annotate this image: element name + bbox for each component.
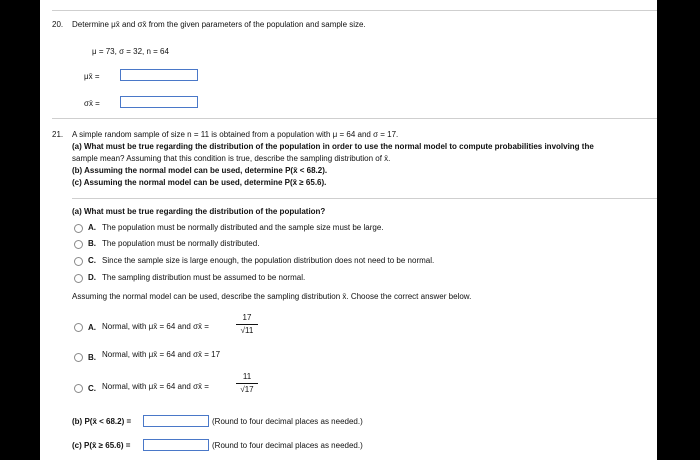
q21-part-c: (c) Assuming the normal model can be used, determine P(x̄ ≥ 65.6). bbox=[72, 178, 327, 187]
sub-a-question: (a) What must be true regarding the distribution of the population? bbox=[72, 207, 326, 216]
dist-option-a-fraction bbox=[236, 313, 258, 336]
q20-sigma-label: σx̄ = bbox=[84, 99, 100, 108]
q20-params: μ = 73, σ = 32, n = 64 bbox=[92, 47, 169, 56]
mid-divider bbox=[52, 118, 657, 119]
q20-mu-label: μx̄ = bbox=[84, 72, 100, 81]
option-a-radio[interactable] bbox=[74, 224, 83, 233]
q21-intro: A simple random sample of size n = 11 is obtained from a population with μ = 64 and σ = 17. bbox=[72, 130, 399, 139]
dist-option-a-letter: A. bbox=[88, 323, 96, 332]
dist-option-c-numerator: 11 bbox=[242, 372, 252, 381]
dist-option-a-denominator: √11 bbox=[240, 326, 254, 335]
q20-number: 20. bbox=[52, 20, 64, 29]
answer-b-input[interactable] bbox=[143, 415, 209, 427]
dist-option-c-text: Normal, with μx̄ = 64 and σx̄ = bbox=[102, 382, 209, 391]
dist-option-c-radio[interactable] bbox=[74, 384, 83, 393]
q21-part-a-line1: (a) What must be true regarding the distribution of the population in order to use the normal model to compute probabilities involving the bbox=[72, 142, 594, 151]
q20-prompt: Determine μx̄ and σx̄ from the given parameters of the population and sample size. bbox=[72, 20, 366, 29]
fraction-bar bbox=[236, 324, 258, 325]
option-d-letter: D. bbox=[88, 273, 96, 282]
q20-mu-input[interactable] bbox=[120, 69, 198, 81]
option-b-letter: B. bbox=[88, 239, 96, 248]
dist-option-c-denominator: √17 bbox=[240, 385, 254, 394]
dist-option-c-letter: C. bbox=[88, 384, 96, 393]
dist-option-a-radio[interactable] bbox=[74, 323, 83, 332]
answer-b-label: (b) P(x̄ < 68.2) = bbox=[72, 417, 132, 426]
top-divider bbox=[52, 10, 657, 11]
q21-number: 21. bbox=[52, 130, 64, 139]
option-a-letter: A. bbox=[88, 223, 96, 232]
option-c-letter: C. bbox=[88, 256, 96, 265]
dist-option-b-text: Normal, with μx̄ = 64 and σx̄ = 17 bbox=[102, 350, 221, 359]
answer-b-round-note: (Round to four decimal places as needed.) bbox=[212, 417, 363, 426]
page bbox=[40, 0, 657, 460]
option-b-text: The population must be normally distributed. bbox=[102, 239, 260, 248]
fraction-bar bbox=[236, 383, 258, 384]
q20-sigma-input[interactable] bbox=[120, 96, 198, 108]
dist-option-b-radio[interactable] bbox=[74, 353, 83, 362]
answer-c-input[interactable] bbox=[143, 439, 209, 451]
option-d-radio[interactable] bbox=[74, 274, 83, 283]
q21-part-b: (b) Assuming the normal model can be used, determine P(x̄ < 68.2). bbox=[72, 166, 328, 175]
dist-option-c-fraction bbox=[236, 372, 258, 395]
answer-c-round-note: (Round to four decimal places as needed.) bbox=[212, 441, 363, 450]
option-c-text: Since the sample size is large enough, the population distribution does not need to be normal. bbox=[102, 256, 435, 265]
answer-c-label: (c) P(x̄ ≥ 65.6) = bbox=[72, 441, 131, 450]
option-a-text: The population must be normally distributed and the sample size must be large. bbox=[102, 223, 384, 232]
option-d-text: The sampling distribution must be assumed to be normal. bbox=[102, 273, 306, 282]
dist-option-a-text: Normal, with μx̄ = 64 and σx̄ = bbox=[102, 322, 209, 331]
q21-divider bbox=[72, 198, 657, 199]
q21-part-a-line2: sample mean? Assuming that this condition is true, describe the sampling distribution of x̄. bbox=[72, 154, 391, 163]
dist-option-b-letter: B. bbox=[88, 353, 96, 362]
dist-option-a-numerator: 17 bbox=[242, 313, 252, 322]
option-b-radio[interactable] bbox=[74, 240, 83, 249]
option-c-radio[interactable] bbox=[74, 257, 83, 266]
describe-prompt: Assuming the normal model can be used, describe the sampling distribution x̄. Choose the correct answer below. bbox=[72, 292, 472, 301]
